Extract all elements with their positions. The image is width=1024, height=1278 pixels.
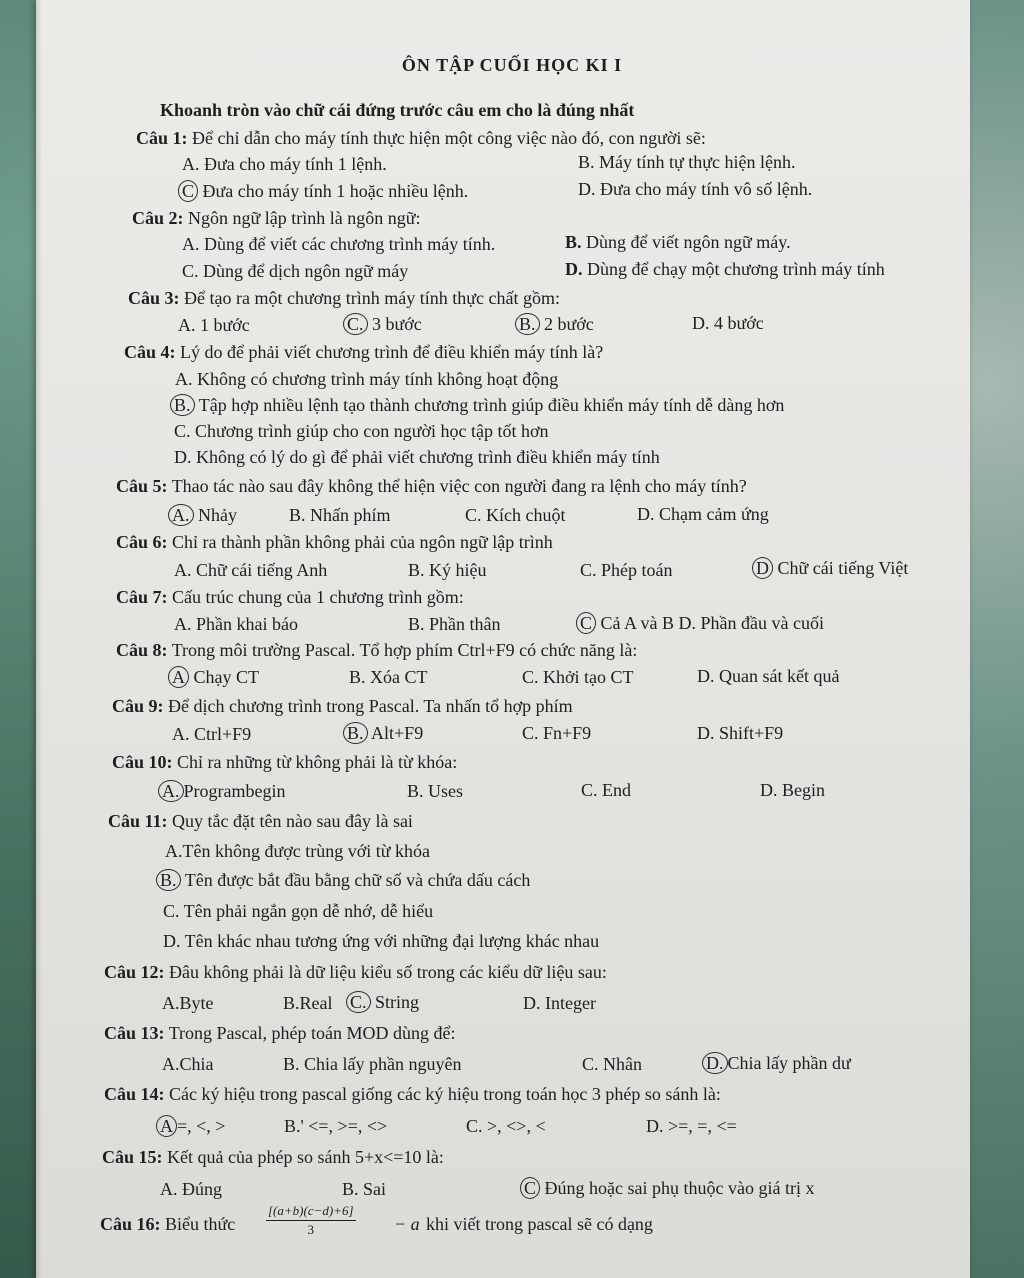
q14-option-c[interactable]: C. >, <>, < (466, 1116, 546, 1136)
q6-option-d[interactable]: D Chữ cái tiếng Việt (756, 557, 908, 579)
q8-option-a[interactable]: A Chạy CT (172, 666, 259, 688)
q6-option-a[interactable]: A. Chữ cái tiếng Anh (174, 560, 328, 580)
q11-option-c[interactable]: C. Tên phải ngắn gọn dễ nhớ, dễ hiểu (163, 901, 434, 921)
question-5: Câu 5: Thao tác nào sau đây không thể hiện việc con người đang ra lệnh cho máy tính? (116, 476, 747, 496)
question-16: Câu 16: Biểu thức (100, 1214, 236, 1234)
fraction-expression: $\frac{[(a+b)(c-d)+6]}{3}$ (268, 1203, 354, 1237)
q13-option-d[interactable]: D. Chia lấy phần dư (706, 1052, 851, 1074)
q5-option-c[interactable]: C. Kích chuột (465, 505, 566, 525)
q8-option-c[interactable]: C. Khởi tạo CT (522, 667, 634, 687)
question-4: Câu 4: Lý do để phải viết chương trình để điều khiển máy tính là? (124, 342, 604, 362)
q3-option-a[interactable]: A. 1 bước (178, 315, 250, 335)
q3-option-b[interactable]: B. 2 bước (519, 313, 594, 335)
q3-option-d[interactable]: D. 4 bước (692, 313, 764, 333)
q10-option-b[interactable]: B. Uses (407, 781, 464, 801)
q11-option-d[interactable]: D. Tên khác nhau tương ứng với những đại lượng khác nhau (163, 931, 600, 951)
q2-option-d[interactable]: D. Dùng để chạy một chương trình máy tính (565, 259, 885, 279)
q1-option-d[interactable]: D. Đưa cho máy tính vô số lệnh. (578, 179, 813, 199)
q11-option-b[interactable]: B. Tên được bắt đầu bằng chữ số và chứa dấu cách (160, 869, 530, 891)
q13-option-a[interactable]: A.Chia (162, 1054, 214, 1074)
q2-option-b[interactable]: B. Dùng để viết ngôn ngữ máy. (565, 232, 791, 252)
q7-option-cd[interactable]: C Cả A và B D. Phần đầu và cuối (580, 612, 824, 634)
question-6: Câu 6: Chỉ ra thành phần không phải của ngôn ngữ lập trình (116, 532, 553, 552)
q4-option-a[interactable]: A. Không có chương trình máy tính không hoạt động (175, 369, 559, 389)
q3-option-c[interactable]: C. 3 bước (347, 313, 422, 335)
q6-option-b[interactable]: B. Ký hiệu (408, 560, 487, 580)
q4-option-b[interactable]: B. Tập hợp nhiều lệnh tạo thành chương trình giúp điều khiển máy tính dễ dàng hơn (174, 394, 784, 416)
instruction: Khoanh tròn vào chữ cái đứng trước câu em cho là đúng nhất (160, 100, 635, 120)
question-1: Câu 1: Để chỉ dẫn cho máy tính thực hiện một công việc nào đó, con người sẽ: (136, 128, 706, 148)
q2-option-a[interactable]: A. Dùng để viết các chương trình máy tính. (182, 234, 496, 254)
fraction-minus-a: − a (394, 1214, 420, 1234)
q9-option-d[interactable]: D. Shift+F9 (697, 723, 784, 743)
q15-option-c[interactable]: C Đúng hoặc sai phụ thuộc vào giá trị x (524, 1177, 814, 1199)
q8-option-b[interactable]: B. Xóa CT (349, 667, 428, 687)
q9-option-c[interactable]: C. Fn+F9 (522, 723, 592, 743)
q4-option-c[interactable]: C. Chương trình giúp cho con người học tập tốt hơn (174, 421, 549, 441)
q10-option-c[interactable]: C. End (581, 780, 632, 800)
q12-option-c[interactable]: C. String (350, 991, 419, 1013)
page-title: ÔN TẬP CUỐI HỌC KI I (401, 55, 623, 75)
q5-option-b[interactable]: B. Nhấn phím (289, 505, 391, 525)
question-2: Câu 2: Ngôn ngữ lập trình là ngôn ngữ: (132, 208, 421, 228)
q10-option-a[interactable]: A. Programbegin (162, 780, 285, 802)
question-15: Câu 15: Kết quả của phép so sánh 5+x<=10 là: (102, 1147, 444, 1167)
q1-option-c[interactable]: C Đưa cho máy tính 1 hoặc nhiều lệnh. (182, 180, 468, 202)
q1-option-a[interactable]: A. Đưa cho máy tính 1 lệnh. (182, 154, 387, 174)
q4-option-d[interactable]: D. Không có lý do gì để phải viết chương trình điều khiển máy tính (174, 447, 660, 467)
q14-option-a[interactable]: A =, <, > (160, 1115, 225, 1137)
q14-option-b[interactable]: B.' <=, >=, <> (284, 1116, 388, 1136)
q15-option-a[interactable]: A. Đúng (160, 1179, 222, 1199)
question-13: Câu 13: Trong Pascal, phép toán MOD dùng để: (104, 1023, 456, 1043)
question-7: Câu 7: Cấu trúc chung của 1 chương trình gồm: (116, 587, 464, 607)
question-11: Câu 11: Quy tắc đặt tên nào sau đây là sai (108, 811, 413, 831)
q1-option-b[interactable]: B. Máy tính tự thực hiện lệnh. (578, 152, 796, 172)
q9-option-a[interactable]: A. Ctrl+F9 (172, 724, 252, 744)
q6-option-c[interactable]: C. Phép toán (580, 560, 673, 580)
q7-option-b[interactable]: B. Phần thân (408, 614, 501, 634)
q11-option-a[interactable]: A.Tên không được trùng với từ khóa (165, 841, 431, 861)
question-8: Câu 8: Trong môi trường Pascal. Tổ hợp phím Ctrl+F9 có chức năng là: (116, 640, 638, 660)
q13-option-b[interactable]: B. Chia lấy phần nguyên (283, 1054, 462, 1074)
q9-option-b[interactable]: B. Alt+F9 (347, 722, 423, 744)
question-14: Câu 14: Các ký hiệu trong pascal giống các ký hiệu trong toán học 3 phép so sánh là: (104, 1084, 721, 1104)
q8-option-d[interactable]: D. Quan sát kết quả (697, 666, 840, 686)
q5-option-a[interactable]: A. Nhảy (172, 504, 237, 526)
question-16-tail: khi viết trong pascal sẽ có dạng (426, 1214, 653, 1234)
question-12: Câu 12: Đâu không phải là dữ liệu kiểu số trong các kiểu dữ liệu sau: (104, 962, 607, 982)
q13-option-c[interactable]: C. Nhân (582, 1054, 642, 1074)
question-10: Câu 10: Chỉ ra những từ không phải là từ khóa: (112, 752, 458, 772)
q5-option-d[interactable]: D. Chạm cảm ứng (637, 504, 769, 524)
q12-option-d[interactable]: D. Integer (523, 993, 596, 1013)
q15-option-b[interactable]: B. Sai (342, 1179, 387, 1199)
q12-option-a[interactable]: A.Byte (162, 993, 214, 1013)
circled-answer: C (178, 180, 198, 202)
q10-option-d[interactable]: D. Begin (760, 780, 825, 800)
q2-option-c[interactable]: C. Dùng để dịch ngôn ngữ máy (182, 261, 409, 281)
q12-option-b[interactable]: B.Real (283, 993, 333, 1013)
q14-option-d[interactable]: D. >=, =, <= (646, 1116, 737, 1136)
question-3: Câu 3: Để tạo ra một chương trình máy tính thực chất gồm: (128, 288, 560, 308)
q7-option-a[interactable]: A. Phần khai báo (174, 614, 298, 634)
question-9: Câu 9: Để dịch chương trình trong Pascal. Ta nhấn tổ hợp phím (112, 696, 573, 716)
